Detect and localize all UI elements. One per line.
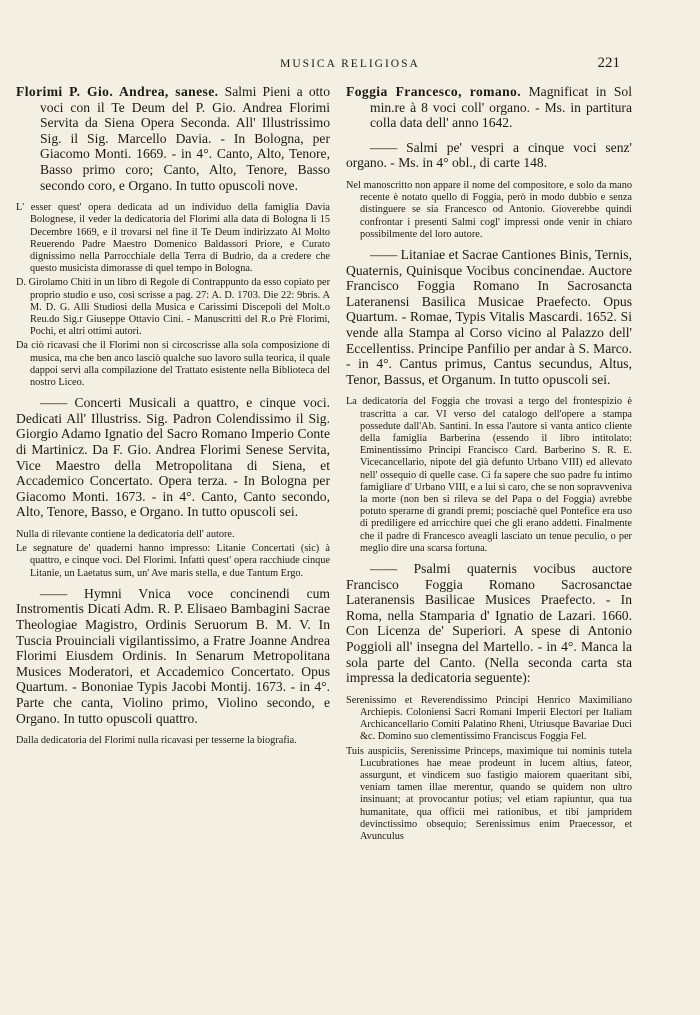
footnote: D. Girolamo Chiti in un libro di Regole di Contrappunto da esso copiato per proprio studio e uso, così scrisse a pag. 27: A. D. 1703. Die 22: 9bris. A M. D. G. Alli Studiosi della Musica e Carissimi Discepoli del Molt.o Reu.do Sig.r Giuseppe Ottavio Cini. - Manuscritti del R.o Prè Florimi, Pochi, et altri ottimi autori. [16, 277, 331, 338]
page-number: 221 [597, 55, 620, 71]
dedication-text: Serenissimo et Reverendissimo Principi Henrico Maximiliano Archiepis. Coloniensi Sacri Romani Imperii Electori per Italiam Archicancellario Comiti Palatino Rheni, Utriusque Bavariae Duci &c. Domino suo clementissimo Franciscus Foggia Fel. [346, 694, 632, 743]
entry-author: Florimi P. Gio. Andrea, sanese. [16, 84, 219, 99]
catalog-entry: —— Litaniae et Sacrae Cantiones Binis, Ternis, Quaternis, Quinisque Vocibus concinendae. Auctore Francisco Foggia Romano In Sacrosancta Lateranensi Basilica Musicae Praefecto. Opus Quartum. - Romae, Typis Vitalis Mascardi. 1652. Si vende alla Stampa al Corso vicino al Palazzo dell' Eccellentiss. Principe Panfilio per andar à S. Marco. - in 4°. Cantus primus, Cantus secundus, Altus, Tenor, Bassus, et Organum. In tutto opuscoli sei. [346, 246, 632, 387]
left-column [16, 84, 330, 753]
right-column [346, 84, 632, 849]
catalog-entry: —— Hymni Vnica voce concinendi cum Instromentis Dicati Adm. R. P. Elisaeo Bambagini Sacrae Theologiae Magistro, Ordinis Seruorum B. M. V. In Tuscia Prouinciali vigilantissimo, a Fratre Joanne Andrea Florimi Eiusdem Ordinis. In Senarum Metropolitana Musices Moderatori, et Accademico Concertato. Opus Quartum. - Bononiae Typis Jacobi Montij. 1673. - in 4°. Parte che canta, Violino primo, Violino secondo, e Organo. In tutto opuscoli quattro. [16, 585, 330, 726]
catalog-entry [16, 84, 330, 193]
entry-text: Salmi Pieni a otto voci con il Te Deum del P. Gio. Andrea Florimi Servita da Siena Opera Seconda. All' Illustrissimo Sig. il Sig. Marcello Davia. - In Bologna, per Giacomo Monti. 1669. - in 4°. Canto, Alto, Tenore, Basso primo coro; Canto, Alto, Tenore, Basso secondo coro, e Organo. In tutto opuscoli nove. [40, 84, 330, 193]
footnote: Dalla dedicatoria del Florimi nulla ricavasi per tesserne la biografia. [16, 735, 297, 747]
footnote: Nel manoscritto non appare il nome del compositore, e solo da mano recente è notato quello di Foggia, però in modo dubbio e senza distinguere se sia Francesco od Antonio. Gioverebbe quindi confrontar i presenti Salmi cogl' impressi onde venir in chiaro possibilmente del loro autore. [346, 179, 632, 240]
catalog-entry: —— Psalmi quaternis vocibus auctore Francisco Foggia Romano Sacrosanctae Lateranensis Basilicae Musices Praefecto. - In Roma, nella Stamparia d' Ignatio de Lazari. 1660. Con Licenza de' Superiori. A spese di Antonio Poggioli all' insegna del Martello. - in 4°. Manca la sola parte del Canto. (Nella seconda carta sta impressa la dedicatoria seguente): [346, 560, 632, 686]
entry-text: Magnificat in Sol min.re à 8 voci coll' organo. - Ms. in partitura colla data dell' anno 1642. [370, 84, 632, 131]
dedication-text: Tuis auspiciis, Serenissime Princeps, maximique tui nominis tutela Lucubrationes hae meae prodeunt in lucem altius, fateor, assurgunt, et vindicem suo fastigio maiorem quaeritant sibi, veniam tamen illae merentur, quando se quidem non ultro insinuant; at provocantur potius; vel etiam rapiuntur, qua tua humanitate, qua officii mei rationibus, et tibi jampridem devinctissimo obsequio; Serenissimus enim Praecessor, et Avunculus [346, 745, 632, 842]
catalog-entry: —— Concerti Musicali a quattro, e cinque voci. Dedicati All' Illustriss. Sig. Padron Colendissimo il Sig. Giorgio Adamo Ignatio del Sacro Romano Imperio Conte di Martinicz. Da F. Gio. Andrea Florimi Senese Servita, Vice Maestro della Metropolitana di Siena, et Accademico Concertato. Opera terza. - In Bologna per Giacomo Monti. 1673. - in 4°. Canto, Canto secondo, Alto, Tenore, Basso, e Organo. In tutto opuscoli sei. [16, 395, 330, 520]
catalog-entry [346, 84, 632, 131]
footnote: Le segnature de' quaderni hanno impresso: Litanie Concertati (sic) à quattro, e cinque voci. Del Florimi. Infatti quest' opera racchiude cinque Litanie, un Laetatus sum, un' Ave maris stella, e due Tantum Ergo. [16, 543, 330, 579]
footnote: Nulla di rilevante contiene la dedicatoria dell' autore. [16, 528, 235, 540]
catalog-entry: —— Salmi pe' vespri a cinque voci senz' organo. - Ms. in 4° obl., di carte 148. [346, 139, 632, 171]
footnote: Da ciò ricavasi che il Florimi non si circoscrisse alla sola composizione di musica, ma che ben anco lasciò qualche suo lavoro sulla teorica, il quale dappoi servi alla compilazione del Trattato esistente nella Biblioteca del nostro Liceo. [16, 340, 330, 388]
running-head [0, 55, 700, 78]
running-head-title: MUSICA RELIGIOSA [280, 58, 420, 70]
entry-author: Foggia Francesco, romano. [346, 84, 522, 99]
footnote: La dedicatoria del Foggia che trovasi a tergo del frontespizio è trascritta a car. VI verso del catalogo dell'opere a stampa possedute dall'Ab. Santini. In essa l'autore si vanta antico cliente della famiglia Barberina (essendo il libro intitolato: Eminentissimo Principi Francisco Card. Barberino S. R. E. Vicecancellario, nipote del già defunto Urbano VIII) ed allevato nell' ossequio di quelle case. Ci fa sapere che suo padre fu intimo famigliare d' Urbano VIII, e a lui sì caro, che se non sopravveniva la morte (non ben si rileva se del Papa o del Foggia) avrebbe potuto sperarne di grandi premi; posciachè quel Pontefice era uso di prediligere ed arricchire quei che gli erano addetti. Finalmente che il padre di Francesco aveagli lasciato un tenue peculio, o per meglio dire una scarsa fortuna. [346, 396, 632, 554]
footnote: L' esser quest' opera dedicata ad un individuo della famiglia Davia Bolognese, il veder la dedicatoria del Florimi alla data di Bologna li 15 Decembre 1669, e il trovarsi nel fine il Te Deum indirizzato Al Molto Reuerendo Padre Maestro Domenico Baldassori Priore, e Curato dignissimo nella Parrocchiale della Terra di Budrio, da a credere che questo musicista dimorasse di quel tempo in Bologna. [16, 202, 330, 275]
